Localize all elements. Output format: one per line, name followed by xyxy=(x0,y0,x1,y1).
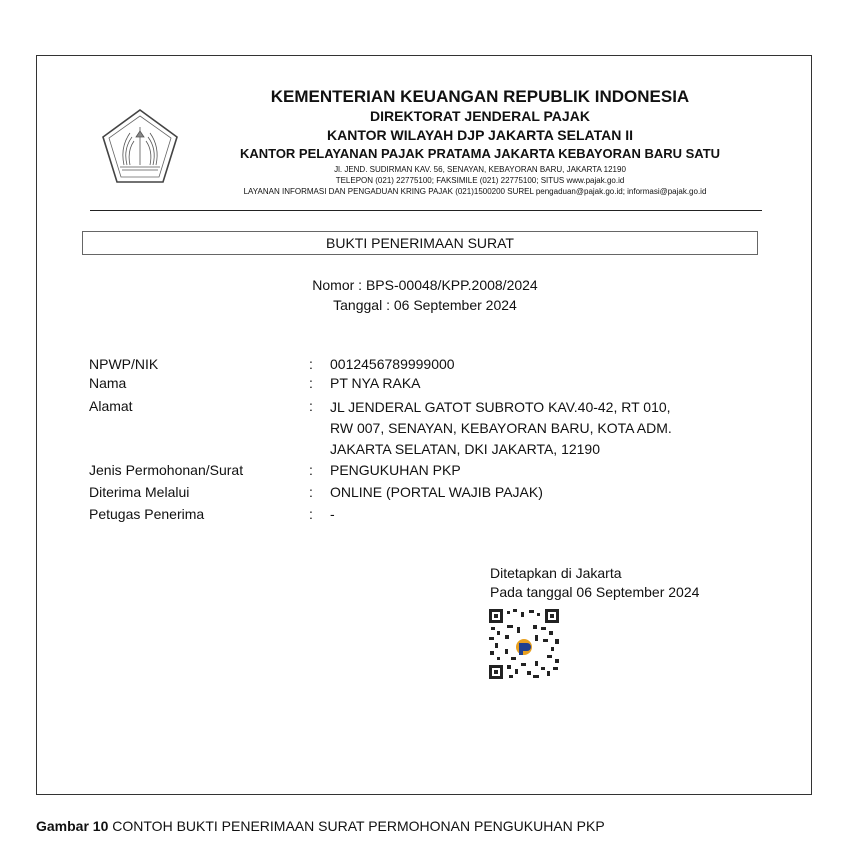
alamat-line-1: JL JENDERAL GATOT SUBROTO KAV.40-42, RT 010, xyxy=(330,399,671,415)
colon: : xyxy=(309,484,313,500)
figure-caption-prefix: Gambar 10 xyxy=(36,818,109,834)
petugas-penerima-value: - xyxy=(330,506,335,522)
colon: : xyxy=(309,375,313,391)
alamat-line-3: JAKARTA SELATAN, DKI JAKARTA, 12190 xyxy=(330,441,600,457)
qr-code-icon xyxy=(489,609,559,679)
jenis-permohonan-label: Jenis Permohonan/Surat xyxy=(89,462,244,478)
document-title: BUKTI PENERIMAAN SURAT xyxy=(82,231,758,255)
petugas-penerima-label: Petugas Penerima xyxy=(89,506,205,522)
header-divider xyxy=(90,210,762,211)
document-number: Nomor : BPS-00048/KPP.2008/2024 xyxy=(312,277,538,293)
diterima-melalui-value: ONLINE (PORTAL WAJIB PAJAK) xyxy=(330,484,543,500)
npwp-label: NPWP/NIK xyxy=(89,356,159,372)
jenis-permohonan-value: PENGUKUHAN PKP xyxy=(330,462,461,478)
directorate-name: DIREKTORAT JENDERAL PAJAK xyxy=(370,108,590,124)
colon: : xyxy=(309,462,313,478)
figure-caption-text: CONTOH BUKTI PENERIMAAN SURAT PERMOHONAN PENGUKUHAN PKP xyxy=(112,818,605,834)
office-contact: TELEPON (021) 22775100; FAKSIMILE (021) 22775100; SITUS www.pajak.go.id xyxy=(335,176,625,185)
regional-office-name: KANTOR WILAYAH DJP JAKARTA SELATAN II xyxy=(327,127,633,143)
signature-place: Ditetapkan di Jakarta xyxy=(490,565,622,581)
colon: : xyxy=(309,506,313,522)
tax-office-name: KANTOR PELAYANAN PAJAK PRATAMA JAKARTA KEBAYORAN BARU SATU xyxy=(239,146,721,161)
ministry-emblem-icon xyxy=(100,107,180,185)
diterima-melalui-label: Diterima Melalui xyxy=(89,484,190,500)
nama-value: PT NYA RAKA xyxy=(330,375,421,391)
nama-label: Nama xyxy=(89,375,127,391)
figure-caption xyxy=(36,818,605,834)
document-date: Tanggal : 06 September 2024 xyxy=(333,297,517,313)
office-service-info: LAYANAN INFORMASI DAN PENGADUAN KRING PAJAK (021)1500200 SUREL pengaduan@pajak.go.id; informasi@pajak.go.id xyxy=(243,187,707,196)
colon: : xyxy=(309,356,313,372)
ministry-name: KEMENTERIAN KEUANGAN REPUBLIK INDONESIA xyxy=(270,87,690,106)
alamat-label: Alamat xyxy=(89,398,133,414)
office-address: Jl. JEND. SUDIRMAN KAV. 56, SENAYAN, KEBAYORAN BARU, JAKARTA 12190 xyxy=(334,165,626,174)
npwp-value: 0012456789999000 xyxy=(330,356,455,372)
alamat-line-2: RW 007, SENAYAN, KEBAYORAN BARU, KOTA ADM. xyxy=(330,420,672,436)
colon: : xyxy=(309,398,313,414)
signature-date: Pada tanggal 06 September 2024 xyxy=(490,584,700,600)
